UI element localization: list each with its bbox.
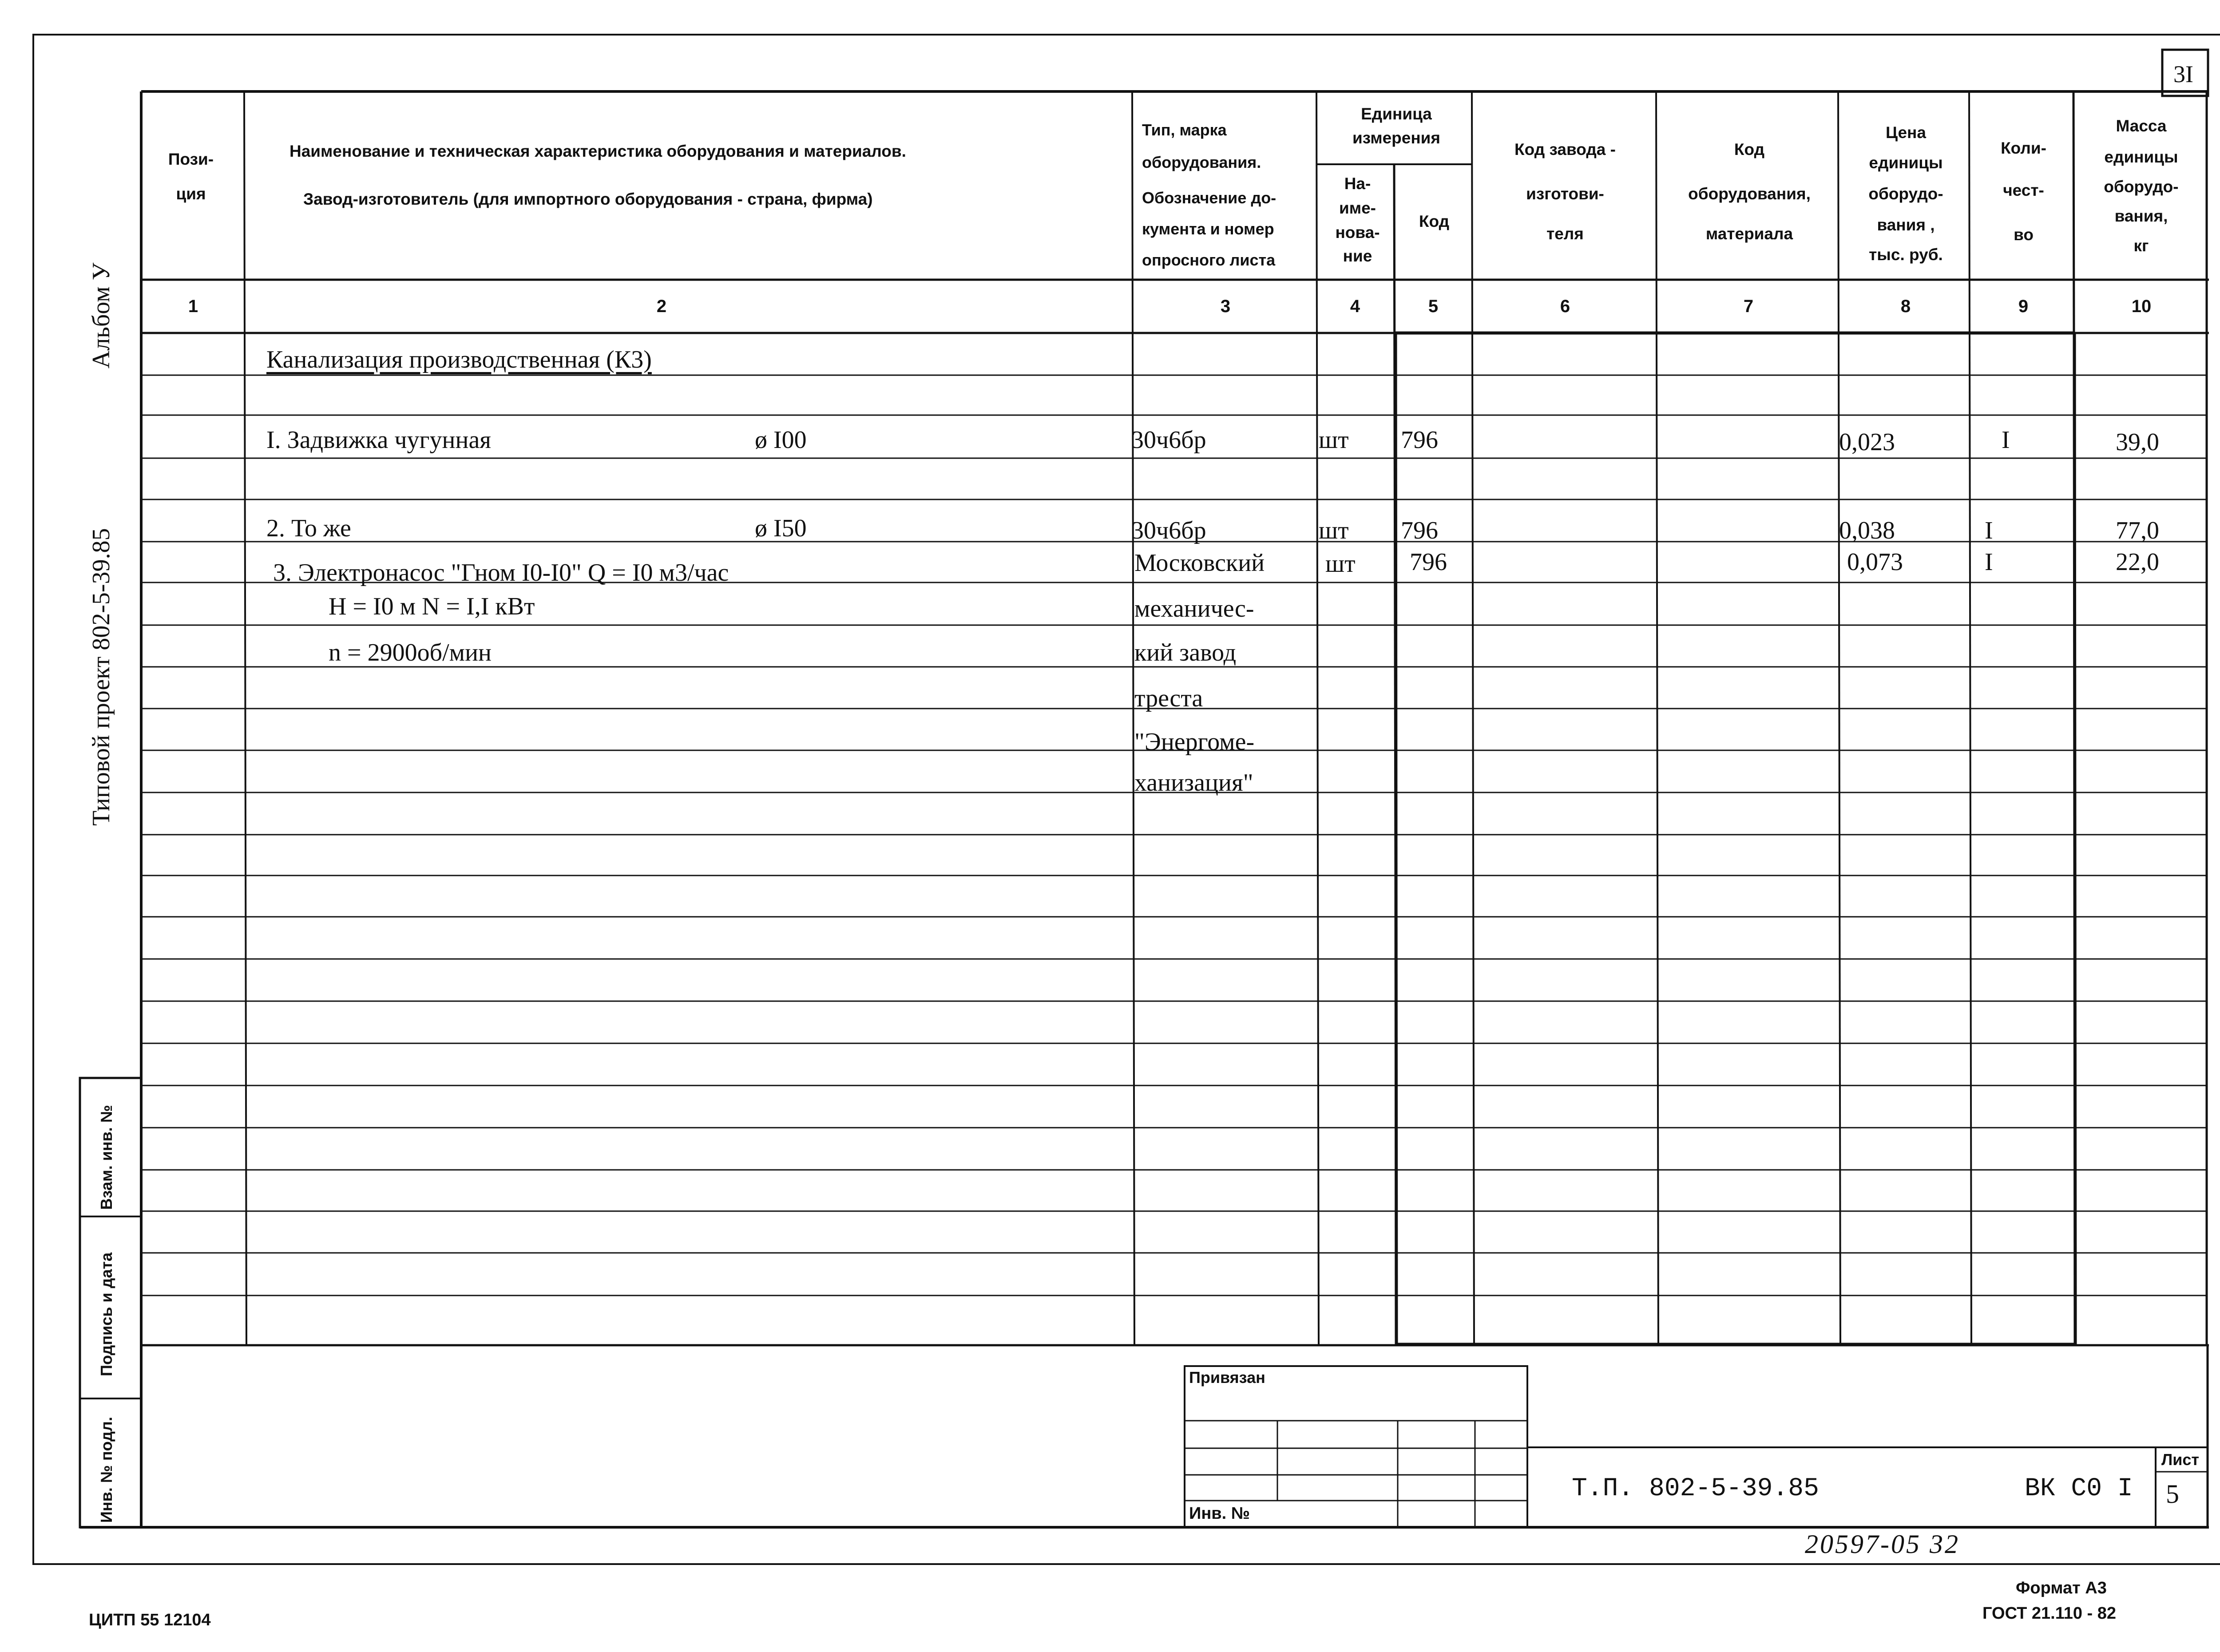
privyazan-label: Привязан xyxy=(1189,1368,1265,1387)
inv-no-label: Инв. № xyxy=(1189,1504,1250,1523)
colnum-10: 10 xyxy=(2131,297,2152,316)
row1-code: 796 xyxy=(1401,426,1438,454)
handwritten-number: 20597-05 32 xyxy=(1805,1529,1960,1559)
header-col8-line4: вания , xyxy=(1877,216,1935,234)
header-col10-line3: оборудо- xyxy=(2104,178,2179,196)
header-col2-line1: Наименование и техническая характеристика оборудования и материалов. xyxy=(289,142,906,160)
document-code: Т.П. 802-5-39.85 xyxy=(1572,1474,1819,1503)
colnum-4: 4 xyxy=(1350,297,1360,316)
list-number: 5 xyxy=(2166,1479,2179,1509)
header-col2-line2: Завод-изготовитель (для импортного оборудования - страна, фирма) xyxy=(303,190,873,208)
row2-qty: I xyxy=(1985,517,1993,544)
row2-name: 2. То же xyxy=(266,515,351,542)
header-col8-line5: тыс. руб. xyxy=(1869,246,1943,264)
header-col7-line2: оборудования, xyxy=(1688,185,1811,203)
colnum-1: 1 xyxy=(188,297,198,316)
header-col6-line1: Код завода - xyxy=(1514,140,1616,158)
header-col3-line4: кумента и номер xyxy=(1142,220,1274,238)
maker-line-3: треста xyxy=(1134,685,1203,712)
maker-line-5: ханизация" xyxy=(1134,769,1253,796)
album-label: Альбом У xyxy=(87,262,115,368)
header-col10-line4: вания, xyxy=(2114,207,2168,225)
maker-line-2: кий завод xyxy=(1134,639,1237,666)
header-col4-line2: име- xyxy=(1339,199,1376,217)
row3-name: 3. Электронасос "Гном I0-I0" Q = I0 м3/час xyxy=(273,559,729,586)
sheet-corner-number: 3I xyxy=(2173,61,2193,87)
list-label: Лист xyxy=(2161,1450,2200,1469)
citp-label: ЦИТП 55 12104 xyxy=(89,1611,211,1629)
header-col7-line3: материала xyxy=(1705,225,1793,243)
maker-line-1: механичес- xyxy=(1134,595,1254,622)
row2-unit: шт xyxy=(1319,517,1349,544)
header-col10-line5: кг xyxy=(2133,237,2149,255)
header-col9-line3: во xyxy=(2014,226,2034,244)
row2-type: 30ч6бр xyxy=(1131,517,1206,544)
header-col1-line1: Пози- xyxy=(168,150,214,168)
header-unit-line1: Единица xyxy=(1361,105,1432,123)
header-col8-line3: оборудо- xyxy=(1868,185,1943,203)
colnum-2: 2 xyxy=(656,297,667,316)
header-col10-line2: единицы xyxy=(2104,148,2178,166)
header-col8-line2: единицы xyxy=(1869,154,1943,172)
header-col3-line5: опросного листа xyxy=(1142,251,1276,269)
row1-qty: I xyxy=(2002,426,2010,454)
header-col6-line2: изготови- xyxy=(1526,185,1604,203)
header-col3-line1: Тип, марка xyxy=(1142,121,1227,139)
header-col9-line2: чест- xyxy=(2003,181,2044,199)
row1-name: I. Задвижка чугунная xyxy=(266,426,492,454)
row3-unit: шт xyxy=(1325,550,1356,578)
stamp-podpis-data: Подпись и дата xyxy=(97,1252,115,1376)
stamp-vzam-inv: Взам. инв. № xyxy=(97,1105,115,1210)
header-col7-line1: Код xyxy=(1734,140,1765,158)
sheet-code: ВК С0 I xyxy=(2025,1474,2133,1503)
row3-code: 796 xyxy=(1410,548,1447,576)
header-col8-line1: Цена xyxy=(1886,123,1926,142)
colnum-5: 5 xyxy=(1428,297,1439,316)
header-col4-line1: На- xyxy=(1344,174,1371,193)
format-label: Формат А3 xyxy=(2016,1579,2107,1597)
header-unit-line2: измерения xyxy=(1352,129,1441,147)
row1-mass: 39,0 xyxy=(2116,428,2159,456)
header-col10-line1: Масса xyxy=(2116,117,2167,135)
row1-price: 0,023 xyxy=(1839,428,1895,456)
row3-qty: I xyxy=(1985,548,1993,576)
gost-label: ГОСТ 21.110 - 82 xyxy=(1982,1604,2117,1623)
maker-line-4: "Энергоме- xyxy=(1134,728,1255,756)
stamp-inv-podl: Инв. № подл. xyxy=(97,1417,115,1523)
header-col9-line1: Коли- xyxy=(2001,139,2046,157)
header-col1-line2: ция xyxy=(176,185,206,203)
header-col3-line3: Обозначение до- xyxy=(1142,189,1276,207)
section-title: Канализация производственная (К3) xyxy=(266,346,652,373)
pump-head-power: H = I0 м N = I,I кВт xyxy=(329,593,535,620)
row3-price: 0,073 xyxy=(1847,548,1903,576)
pump-speed: n = 2900об/мин xyxy=(329,639,492,666)
colnum-8: 8 xyxy=(1900,297,1911,316)
row1-diameter: ø I00 xyxy=(755,426,807,454)
header-col3-line2: оборудования. xyxy=(1142,153,1261,171)
row2-diameter: ø I50 xyxy=(755,515,807,542)
colnum-3: 3 xyxy=(1220,297,1231,316)
row3-type: Московский xyxy=(1134,549,1265,577)
row2-mass: 77,0 xyxy=(2116,517,2159,544)
header-col4-line3: нова- xyxy=(1335,223,1380,242)
header-col6-line3: теля xyxy=(1546,225,1584,243)
row1-type: 30ч6бр xyxy=(1131,426,1206,454)
header-col4-line4: ние xyxy=(1343,247,1372,265)
colnum-6: 6 xyxy=(1560,297,1570,316)
colnum-9: 9 xyxy=(2018,297,2029,316)
header-col5: Код xyxy=(1419,212,1450,230)
row1-unit: шт xyxy=(1319,426,1349,454)
row3-mass: 22,0 xyxy=(2116,548,2159,576)
row2-price: 0,038 xyxy=(1839,517,1895,544)
row2-code: 796 xyxy=(1401,517,1438,544)
colnum-7: 7 xyxy=(1743,297,1754,316)
project-label: Типовой проект 802-5-39.85 xyxy=(87,528,115,826)
